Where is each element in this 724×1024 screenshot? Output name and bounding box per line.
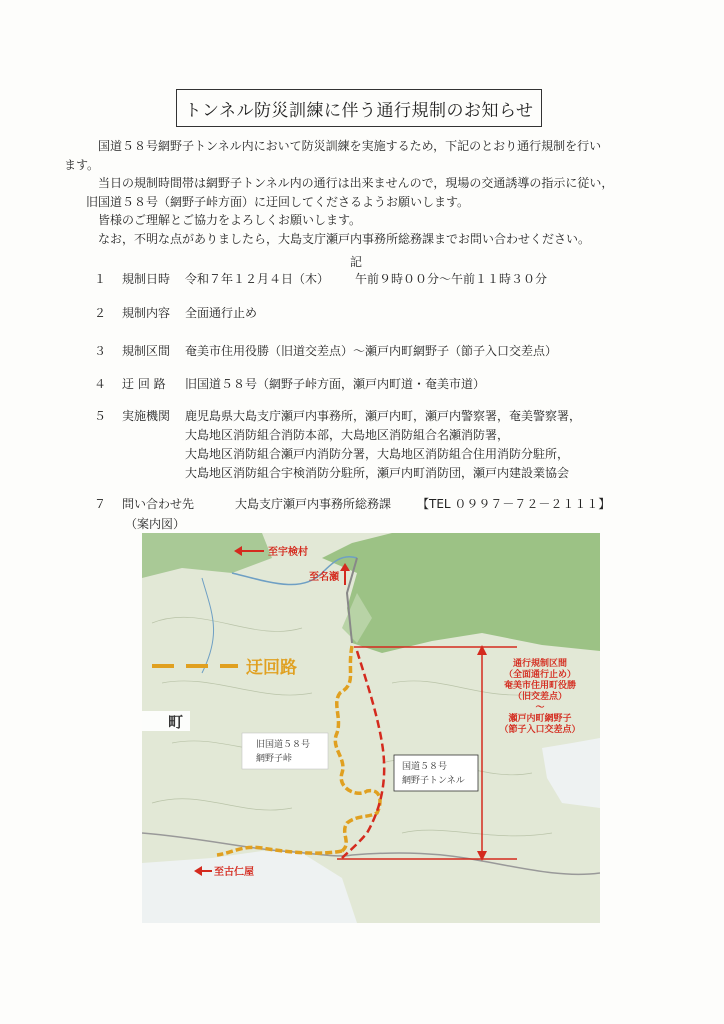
label-machi: 町: [168, 713, 184, 731]
label-to-koniya: 至古仁屋: [214, 867, 254, 878]
item-label: 問い合わせ先: [122, 497, 195, 511]
item-number: ３: [94, 344, 107, 358]
label-tunnel-1: 国道５８号: [402, 762, 448, 772]
item-value: 奄美市住用役勝（旧道交差点）～瀬戸内町網野子（節子入口交差点）: [185, 344, 558, 358]
intro-p2-line2: 旧国道５８号（網野子峠方面）に迂回してくださるようお願いします。: [86, 194, 470, 209]
label-detour: 迂回路: [246, 658, 297, 678]
item-orgs: [94, 407, 581, 483]
date-value: 令和７年１２月４日（木）: [185, 272, 330, 286]
label-to-uken: 至宇検村: [268, 547, 308, 558]
org-line: 大島地区消防組合瀬戸内消防分署，大島地区消防組合住用消防分駐所，: [185, 447, 570, 461]
title-text: トンネル防災訓練に伴う通行規制のお知らせ: [184, 100, 534, 121]
contact-office: 大島支庁瀬戸内事務所総務課: [235, 497, 392, 511]
guide-map: [142, 533, 600, 923]
reg-line: 通行規制区間: [512, 659, 568, 669]
map-caption: （案内図）: [125, 517, 186, 531]
label-to-naze: 至名瀬: [309, 572, 339, 583]
contact-tel: 【TEL ０９９７－７２－２１１１】: [417, 497, 611, 511]
item-label: 規制区間: [122, 344, 171, 358]
ki-heading: 記: [350, 255, 363, 269]
item-number: １: [94, 272, 107, 286]
intro-p3: 皆様のご理解とご協力をよろしくお願いします。: [98, 213, 362, 227]
item-label: 実施機関: [122, 409, 171, 423]
intro-p2-line1: 当日の規制時間帯は網野子トンネル内の通行は出来ませんので，現場の交通誘導の指示に従い，: [98, 176, 614, 190]
item-date: [94, 270, 547, 289]
item-number: ５: [94, 409, 107, 423]
terrain-patch: [322, 533, 600, 653]
item-label: 迂 回 路: [122, 377, 166, 391]
item-value: [235, 495, 610, 514]
label-old-road-1: 旧国道５８号: [256, 740, 311, 750]
item-value: [185, 270, 547, 289]
item-number: ４: [94, 377, 107, 391]
org-line: 大島地区消防組合宇検消防分駐所，瀬戸内町消防団，瀬戸内建設業協会: [185, 466, 570, 480]
item-value: 全面通行止め: [185, 306, 258, 320]
intro-p4: なお，不明な点がありましたら，大島支庁瀬戸内事務所総務課までお問い合わせください。: [98, 231, 591, 246]
item-value: 旧国道５８号（網野子峠方面，瀬戸内町道・奄美市道）: [185, 377, 486, 391]
item-content: [94, 304, 257, 323]
org-line: 大島地区消防組合消防本部，大島地区消防組合名瀬消防署，: [185, 428, 510, 442]
item-contact: [94, 495, 610, 514]
intro-p1-line1: 国道５８号網野子トンネル内において防災訓練を実施するため，下記のとおり通行規制を行い: [98, 139, 602, 153]
time-value: 午前９時００分～午前１１時３０分: [355, 272, 548, 286]
label-tunnel-2: 網野子トンネル: [402, 776, 465, 786]
reg-line: （旧交差点）: [512, 692, 568, 702]
item-number: ２: [94, 306, 107, 320]
intro-p1-line2: ます。: [64, 157, 100, 172]
reg-line: 瀬戸内町網野子: [508, 714, 572, 724]
intro-text: [64, 137, 656, 248]
item-label: 規制内容: [122, 306, 171, 320]
item-number: ７: [94, 497, 107, 511]
item-section: [94, 342, 557, 361]
label-old-road-2: 網野子峠: [256, 754, 293, 764]
item-value: [185, 407, 581, 483]
notice-title: [176, 89, 542, 127]
item-detour: [94, 375, 485, 394]
reg-line: （全面通行止め）: [503, 670, 577, 680]
item-label: 規制日時: [122, 272, 171, 286]
reg-line: ～: [535, 703, 545, 713]
reg-line: 奄美市住用町役勝: [503, 681, 577, 691]
reg-line: （節子入口交差点）: [499, 725, 581, 735]
org-line: 鹿児島県大島支庁瀬戸内事務所，瀬戸内町，瀬戸内警察署，奄美警察署，: [185, 409, 582, 423]
